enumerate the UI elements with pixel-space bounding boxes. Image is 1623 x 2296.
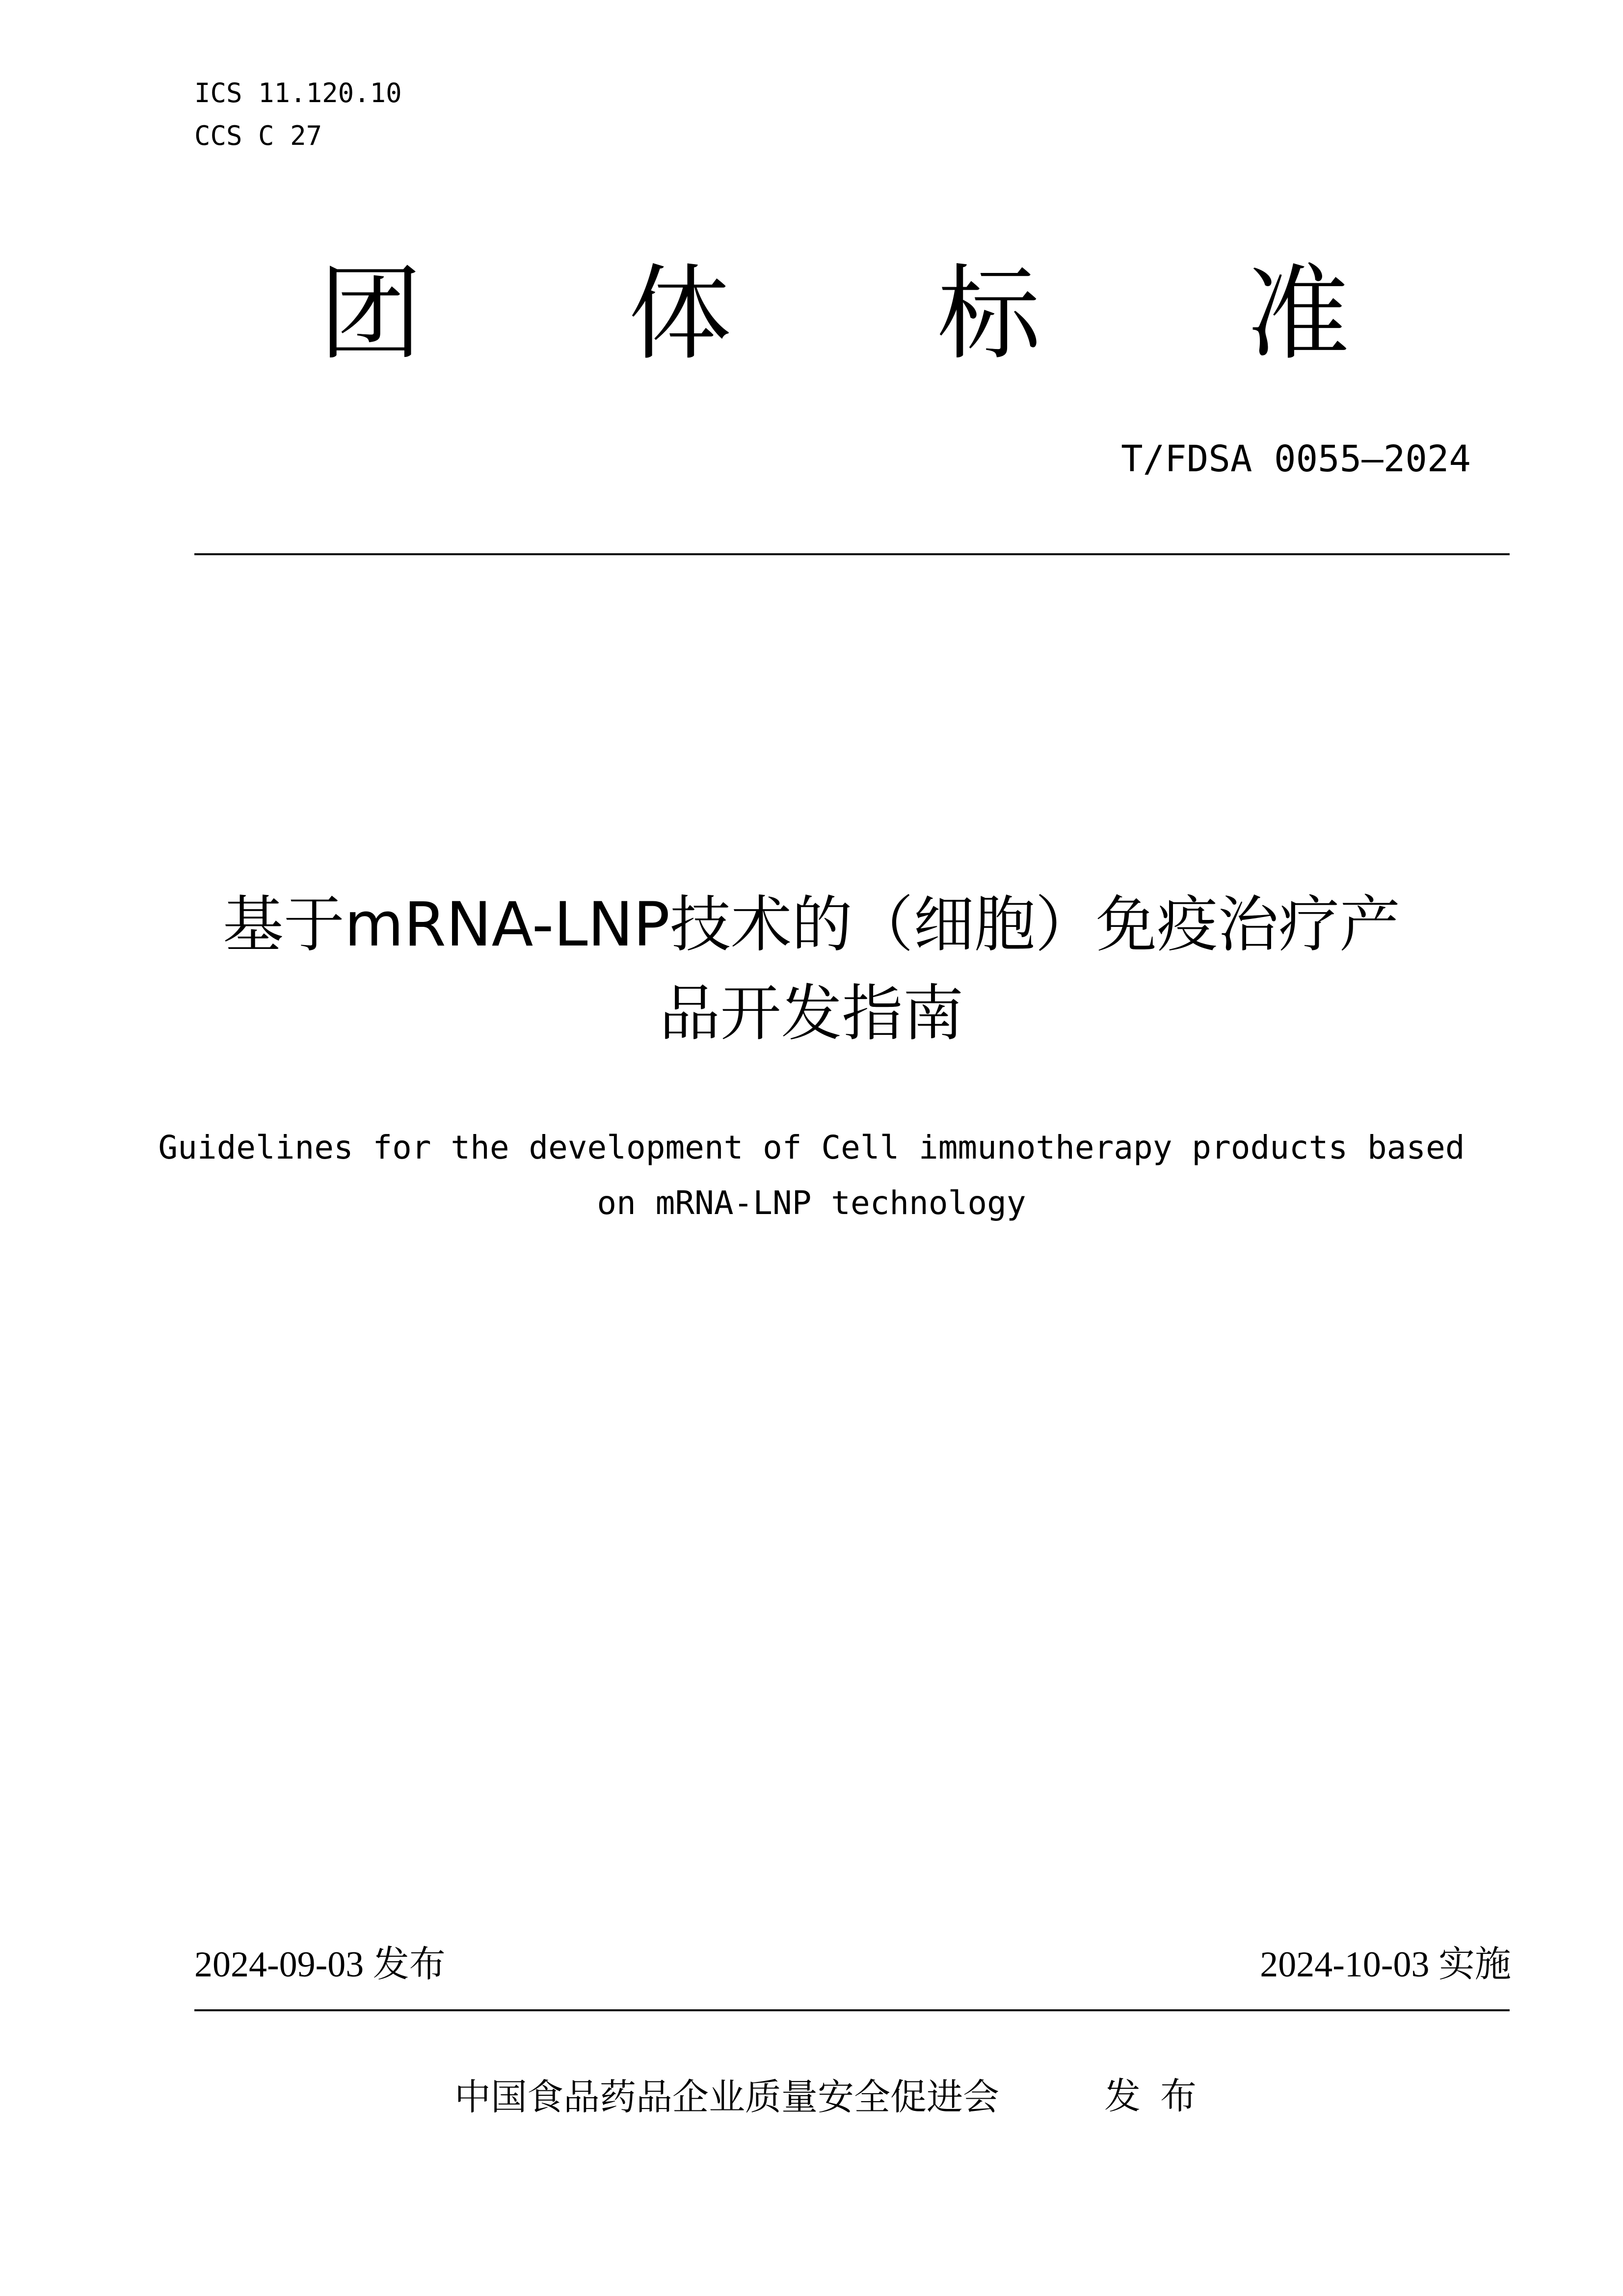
standard-number: T/FDSA 0055—2024 bbox=[1121, 438, 1471, 480]
standard-type-char: 体 bbox=[628, 254, 731, 374]
top-divider bbox=[194, 553, 1510, 555]
standard-type-char: 准 bbox=[1246, 254, 1350, 374]
chinese-title-line-1: 基于mRNA-LNP技术的（细胞）免疫治疗产 bbox=[222, 890, 1401, 960]
publisher-name: 中国食品药品企业质量安全促进会 bbox=[454, 2076, 999, 2118]
english-title-line-1: Guidelines for the development of Cell immunotherapy products based bbox=[158, 1129, 1465, 1166]
implementation-date: 2024-10-03 实施 bbox=[1260, 1945, 1511, 1985]
ccs-code: CCS C 27 bbox=[194, 120, 322, 151]
english-title-line-2: on mRNA-LNP technology bbox=[597, 1184, 1026, 1222]
standard-type-char: 团 bbox=[319, 254, 423, 374]
ics-code: ICS 11.120.10 bbox=[194, 78, 402, 108]
chinese-title-line-2: 品开发指南 bbox=[659, 978, 964, 1049]
issue-date: 2024-09-03 发布 bbox=[194, 1945, 446, 1985]
standard-type-heading bbox=[319, 255, 1350, 373]
standard-type-char: 标 bbox=[937, 254, 1040, 374]
bottom-divider bbox=[194, 2009, 1510, 2011]
publish-label: 发布 bbox=[1104, 2075, 1216, 2117]
